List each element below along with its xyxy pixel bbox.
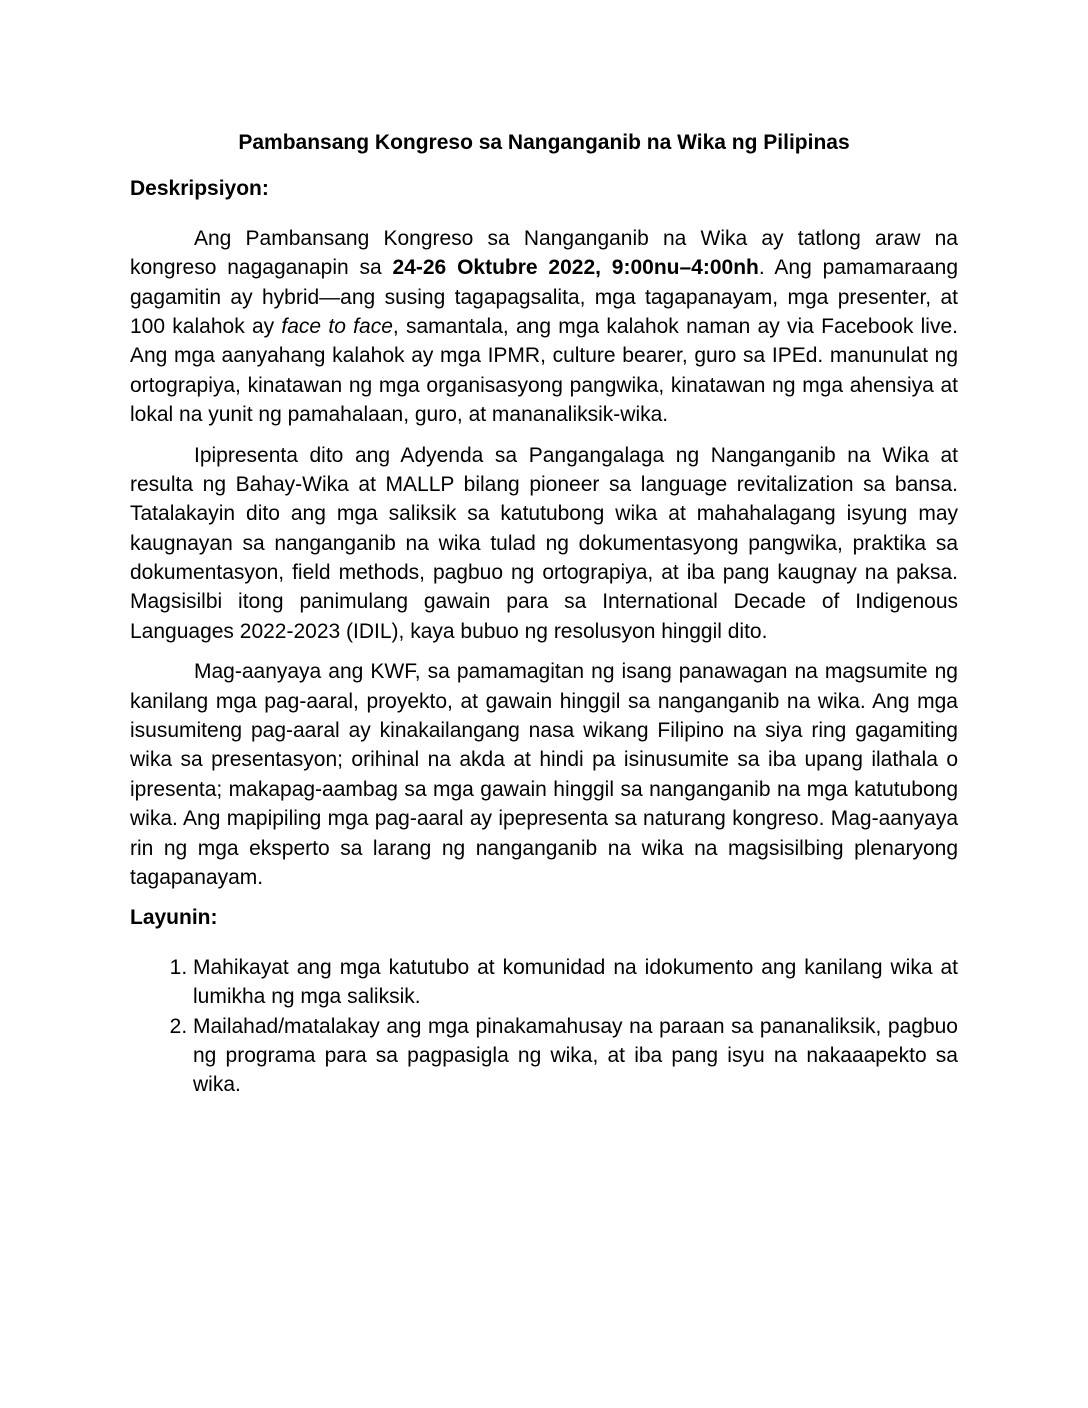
- layunin-list-item-2: [193, 1012, 958, 1100]
- layunin-item-2-text: Mailahad/matalakay ang mga pinakamahusay na paraan sa pananaliksik, pagbuo ng programa para sa pagpasigla ng wika, at iba pang isyu na nakaaapekto sa wika.: [193, 1014, 958, 1097]
- paragraph-1-run-normal-1: Ang Pambansang Kongreso sa Nanganganib na Wika ay tatlong araw na kongreso nagaganapin sa: [130, 226, 958, 280]
- document-title: Pambansang Kongreso sa Nanganganib na Wika ng Pilipinas: [238, 131, 850, 154]
- layunin-heading: Layunin:: [130, 906, 218, 930]
- layunin-list: [130, 953, 958, 1100]
- paragraph-1-run-normal-3: , samantala, ang mga kalahok naman ay via Facebook live. Ang mga aanyahang kalahok ay mga IPMR, culture bearer, guro sa IPEd. manunulat ng ortograpiya, kinatawan ng mga organisasyong pangwika, kinatawan ng mga ahensiya at lokal na yunit ng pamahalaan, guro, at mananaliksik-wika.: [130, 314, 958, 427]
- paragraph-3-run-normal-1: Mag-aanyaya ang KWF, sa pamamagitan ng isang panawagan na magsumite ng kanilang mga pag-aaral, proyekto, at gawain hinggil sa nanganganib na wika. Ang mga isusumiteng pag-aaral ay kinakailangang nasa wikang Filipino na siya ring gagamiting wika sa presentasyon; orihinal na akda at hindi pa isinusumite sa iba upang ilathala o ipresenta; makapag-aambag sa mga gawain hinggil sa nanganganib na mga katutubong wika. Ang mapipiling mga pag-aaral ay ipepresenta sa naturang kongreso. Mag-aanyaya rin ng mga eksperto sa larang ng nanganganib na wika na magsisilbing plenaryong tagapanayam.: [130, 660, 958, 889]
- paragraph-1-run-italic-face-to-face: face to face: [281, 314, 393, 338]
- paragraph-1-run-normal-2: . Ang pamamaraang gagamitin ay hybrid—ang susing tagapagsalita, mga tagapanayam, mga presenter, at 100 kalahok ay: [130, 256, 958, 338]
- paragraph-2-run-normal-1: Ipipresenta dito ang Adyenda sa Pangangalaga ng Nanganganib na Wika at resulta ng Bahay-Wika at MALLP bilang pioneer sa language revitalization sa bansa. Tatalakayin dito ang mga saliksik sa katutubong wika at mahahalagang isyung may kaugnayan sa nanganganib na wika tulad ng dokumentasyong pangwika, praktika sa dokumentasyon, field methods, pagbuo ng ortograpiya, at iba pang kaugnay na paksa. Magsisilbi itong panimulang gawain para sa International Decade of Indigenous Languages 2022-2023 (IDIL), kaya bubuo ng resolusyon hinggil dito.: [130, 443, 958, 643]
- layunin-list-item-1: [193, 953, 958, 1012]
- paragraph-1-run-bold-date: 24-26 Oktubre 2022, 9:00nu–4:00nh: [392, 256, 759, 280]
- deskripsiyon-heading: Deskripsiyon:: [130, 177, 269, 201]
- layunin-item-1-text: Mahikayat ang mga katutubo at komunidad na idokumento ang kanilang wika at lumikha ng mga saliksik.: [193, 955, 958, 1009]
- paragraph-description-1: [130, 224, 958, 430]
- paragraph-description-2: [130, 441, 958, 647]
- paragraph-description-3: [130, 657, 958, 892]
